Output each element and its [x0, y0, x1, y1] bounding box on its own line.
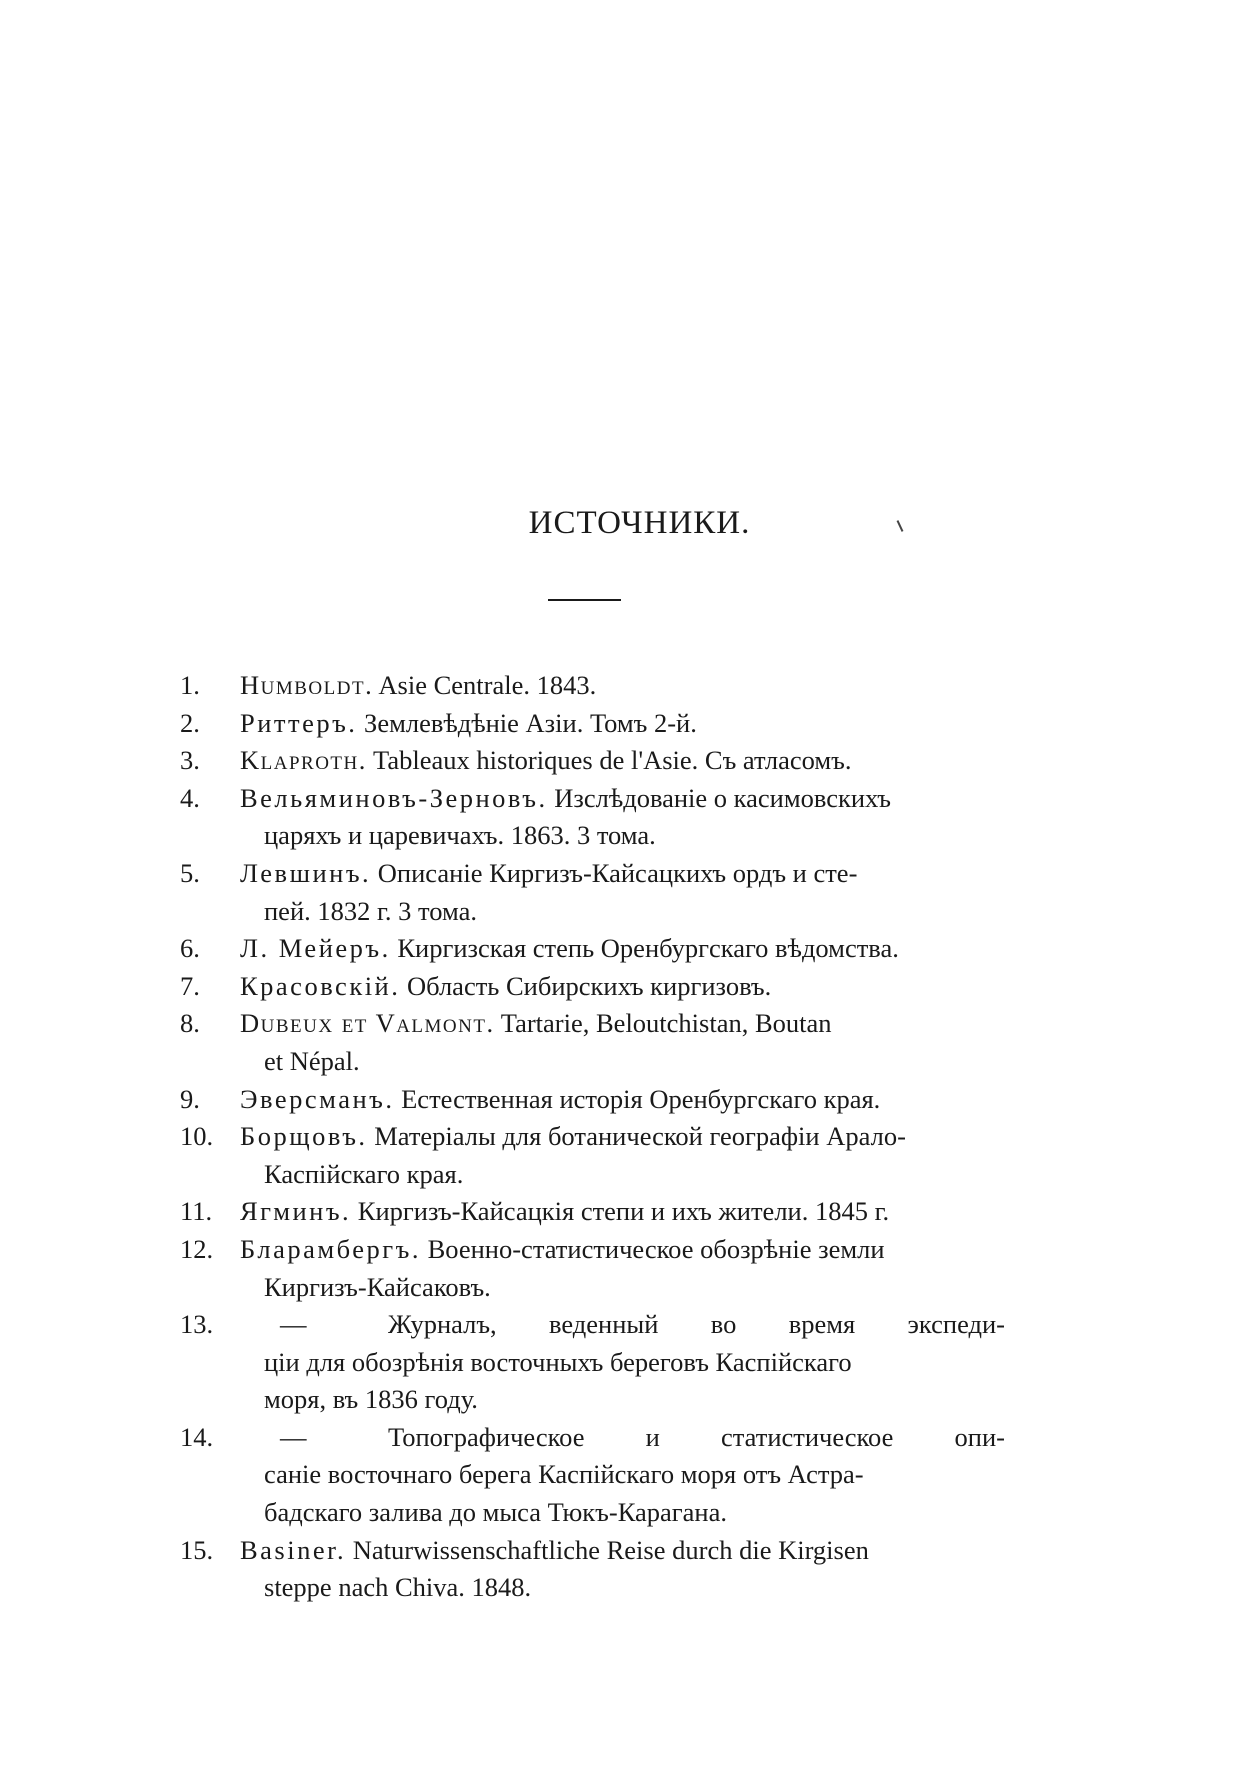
- source-number: 13.: [180, 1309, 214, 1340]
- source-author: Ягминъ.: [240, 1196, 352, 1227]
- source-number: 15.: [180, 1534, 214, 1565]
- source-text: Матеріалы для ботанической географіи Арало-: [367, 1121, 906, 1152]
- source-item: [180, 1193, 1005, 1231]
- source-author: Basiner.: [240, 1534, 347, 1565]
- title-rule: [548, 599, 621, 601]
- source-author: Dubeux et Valmont.: [240, 1008, 495, 1039]
- source-text: Область Сибирскихъ киргизовъ.: [400, 970, 772, 1001]
- source-author: Klaproth.: [240, 745, 367, 776]
- source-item: [180, 855, 1005, 930]
- source-number: 2.: [180, 707, 200, 738]
- source-number: 9.: [180, 1083, 200, 1114]
- source-text: Naturwissenschaftliche Reise durch die Kirgisen: [346, 1534, 869, 1565]
- source-item: [180, 742, 1005, 780]
- source-number: 11.: [180, 1196, 213, 1227]
- source-text: Журналъ, веденный во время экспеди-: [388, 1309, 1005, 1340]
- source-continuation: бадскаго залива до мыса Тюкъ-Карагана.: [264, 1497, 727, 1528]
- source-item: [180, 667, 1005, 705]
- source-continuation: саніе восточнаго берега Каспійскаго моря отъ Астра-: [264, 1459, 864, 1490]
- source-text: Asie Centrale. 1843.: [373, 670, 597, 700]
- source-item: [180, 1419, 1005, 1532]
- source-author: Левшинъ.: [240, 857, 372, 888]
- source-number: 6.: [180, 933, 200, 964]
- source-author: Вельяминовъ-Зерновъ.: [240, 782, 548, 813]
- source-author: Бларамбергъ.: [240, 1233, 421, 1264]
- source-item: [180, 1118, 1005, 1193]
- source-continuation: et Népal.: [264, 1045, 360, 1076]
- source-continuation: ціи для обозрѣнія восточныхъ береговъ Каспійскаго: [264, 1346, 852, 1377]
- source-text: Tableaux historiques de l'Asie. Съ атласомъ.: [366, 745, 852, 776]
- source-author: Эверсманъ.: [240, 1083, 395, 1114]
- source-number: 4.: [180, 782, 200, 813]
- sources-list: [180, 667, 1005, 1607]
- source-item: [180, 705, 1005, 743]
- source-continuation: Киргизъ-Кайсаковъ.: [264, 1271, 491, 1302]
- source-author: Риттеръ.: [240, 707, 358, 738]
- source-author: Humboldt.: [240, 670, 374, 700]
- source-item: [180, 1306, 1005, 1419]
- source-text: Естественная исторія Оренбургскаго края.: [394, 1083, 881, 1114]
- source-continuation: пей. 1832 г. 3 тома.: [264, 895, 477, 926]
- source-number: 12.: [180, 1233, 214, 1264]
- source-author: Л. Мейеръ.: [240, 933, 391, 964]
- source-item: [180, 1081, 1005, 1119]
- source-author: Красовскій.: [240, 970, 401, 1001]
- source-text: Киргизъ-Кайсацкія степи и ихъ жители. 1845 г.: [351, 1196, 890, 1227]
- source-text: Военно-статистическое обозрѣніе земли: [420, 1233, 885, 1264]
- source-first-line: [240, 1306, 1005, 1344]
- source-text: Землевѣдѣніе Азіи. Томъ 2-й.: [357, 707, 697, 738]
- source-continuation: царяхъ и царевичахъ. 1863. 3 тома.: [264, 820, 656, 851]
- source-text: Топографическое и статистическое опи-: [388, 1421, 1005, 1452]
- source-item: [180, 1231, 1005, 1306]
- source-item: [180, 780, 1005, 855]
- source-continuation: моря, въ 1836 году.: [264, 1384, 478, 1415]
- source-text: Tartarie, Beloutchistan, Boutan: [494, 1008, 832, 1039]
- source-first-line: [240, 1419, 1005, 1457]
- source-number: 5.: [180, 857, 200, 888]
- source-text: Изслѣдованіе о касимовскихъ: [547, 782, 891, 813]
- source-text: Описаніе Киргизъ-Кайсацкихъ ордъ и сте-: [371, 857, 858, 888]
- source-ditto-dash: —: [280, 1309, 307, 1340]
- page-title: ИСТОЧНИКИ.: [528, 505, 751, 541]
- source-number: 10.: [180, 1121, 214, 1152]
- source-ditto-dash: —: [280, 1421, 307, 1452]
- source-number: 14.: [180, 1421, 214, 1452]
- source-author: Борщовъ.: [240, 1121, 368, 1152]
- source-number: 3.: [180, 745, 200, 776]
- source-item: [180, 968, 1005, 1006]
- source-continuation: Каспійскаго края.: [264, 1158, 464, 1189]
- source-text: Киргизская степь Оренбургскаго вѣдомства.: [390, 933, 899, 964]
- source-item: [180, 1532, 1005, 1607]
- source-item: [180, 930, 1005, 968]
- source-number: 8.: [180, 1008, 200, 1039]
- source-item: [180, 1005, 1005, 1080]
- source-number: 7.: [180, 970, 200, 1001]
- source-continuation: steppe nach Chiva. 1848.: [264, 1572, 532, 1603]
- source-number: 1.: [180, 670, 200, 700]
